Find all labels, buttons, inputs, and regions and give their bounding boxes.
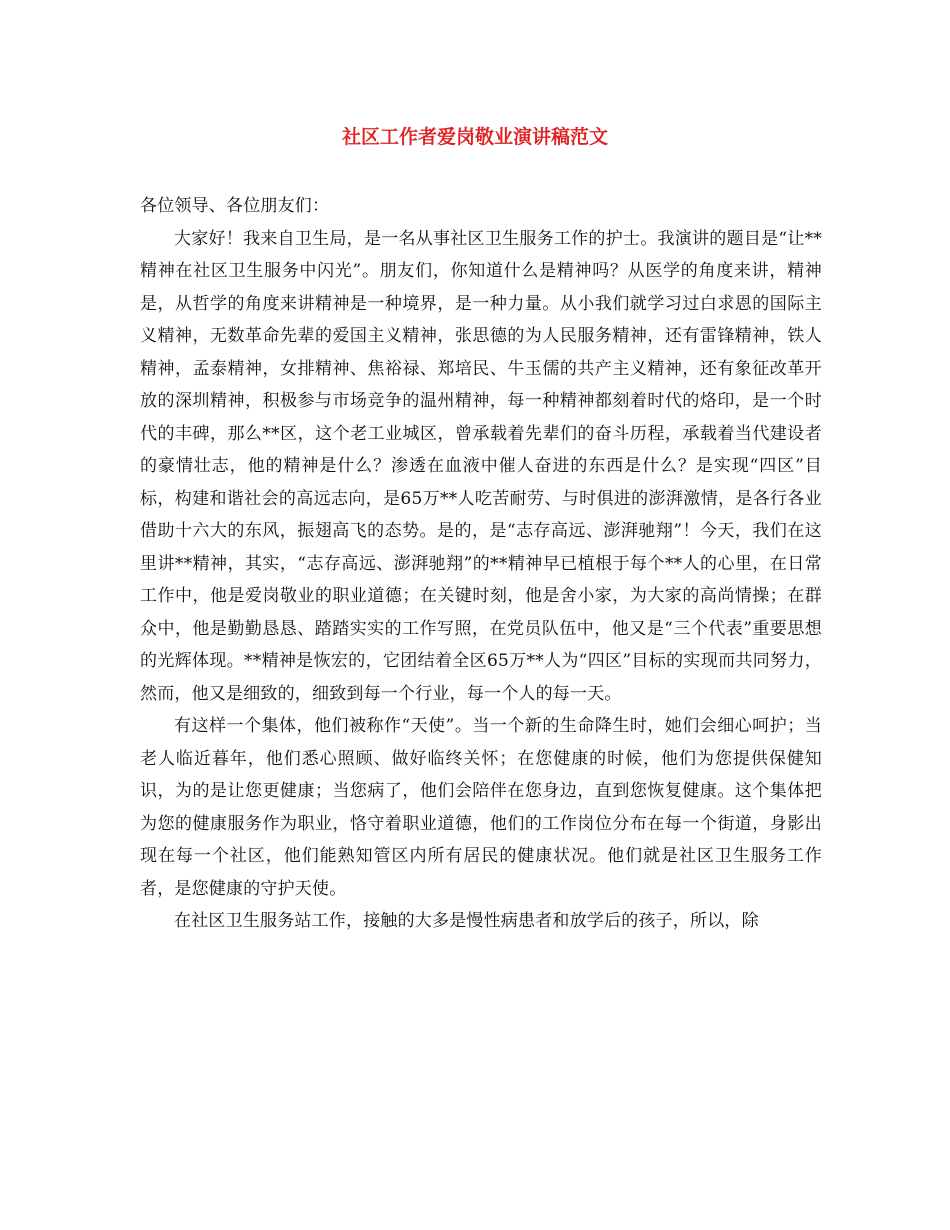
document-title: 社区工作者爱岗敬业演讲稿范文 [341, 126, 608, 148]
salutation: 各位领导、各位朋友们： [140, 196, 330, 216]
paragraph-1: 大家好！我来自卫生局，是一名从事社区卫生服务工作的护士。我演讲的题目是“让**精神在社区卫生服务中闪光”。朋友们，你知道什么是精神吗？从医学的角度来讲，精神是，从哲学的角度来讲精神是一种境界，是一种力量。从小我们就学习过白求恩的国际主义精神，无数革命先辈的爱国主义精神，张思德的为人民服务精神，还有雷锋精神，铁人精神，孟泰精神，女排精神、焦裕禄、郑培民、牛玉儒的共产主义精神，还有象征改革开放的深圳精神，积极参与市场竞争的温州精神，每一种精神都刻着时代的烙印，是一个时代的丰碑，那么**区，这个老工业城区，曾承载着先辈们的奋斗历程，承载着当代建设者的豪情壮志，他的精神是什么？渗透在血液中催人奋进的东西是什么？是实现“四区”目标，构建和谐社会的高远志向，是65万**人吃苦耐劳、与时俱进的澎湃激情，是各行各业借助十六大的东风，振翅高飞的态势。是的，是“志存高远、澎湃驰翔”！今天，我们在这里讲**精神，其实，“志存高远、澎湃驰翔”的**精神早已植根于每个**人的心里，在日常工作中，他是爱岗敬业的职业道德；在关键时刻，他是舍小家，为大家的高尚情操；在群众中，他是勤勤恳恳、踏踏实实的工作写照，在党员队伍中，他又是“三个代表”重要思想的光辉体现。**精神是恢宏的，它团结着全区65万**人为“四区”目标的实现而共同努力，然而，他又是细致的，细致到每一个行业，每一个人的每一天。 [140, 228, 822, 704]
paragraph-2: 有这样一个集体，他们被称作“天使”。当一个新的生命降生时，她们会细心呵护；当老人临近暮年，他们悉心照顾、做好临终关怀；在您健康的时候，他们为您提供保健知识，为的是让您更健康；当您病了，他们会陪伴在您身边，直到您恢复健康。这个集体把为您的健康服务作为职业，恪守着职业道德，他们的工作岗位分布在每一个街道，身影出现在每一个社区，他们能熟知管区内所有居民的健康状况。他们就是社区卫生服务工作者，是您健康的守护天使。 [140, 716, 822, 899]
paragraph-3: 在社区卫生服务站工作，接触的大多是慢性病患者和放学后的孩子，所以，除 [174, 911, 759, 931]
document-body [140, 190, 822, 938]
